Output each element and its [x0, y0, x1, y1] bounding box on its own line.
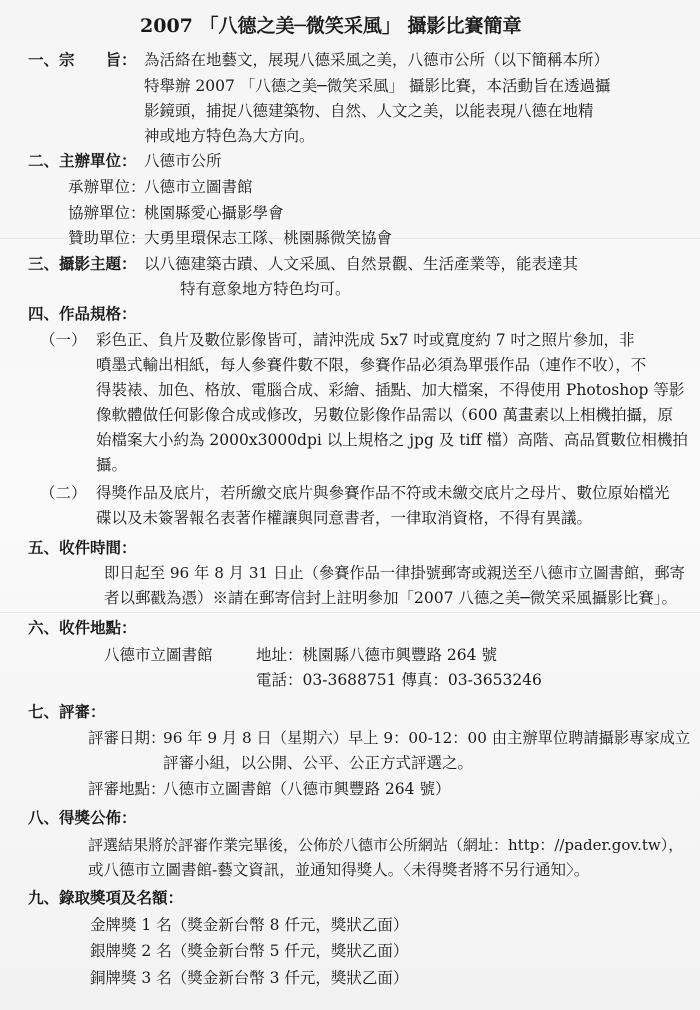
section-1-label: 一、宗 旨： [28, 50, 137, 69]
spec-line: 攝。 [96, 456, 128, 474]
deadline-line: 者以郵戳為憑）※請在郵寄信封上註明參加「2007 八德之美─微笑采風攝影比賽」。 [104, 589, 677, 607]
prize-silver: 銀牌獎 2 名（獎金新台幣 5 仟元，獎狀乙面） [90, 942, 409, 960]
item-1-marker: （一） [40, 331, 87, 349]
section-9-label: 九、錄取獎項及名額： [28, 888, 184, 907]
judging-place: 八德市立圖書館（八德市興豐路 264 號） [163, 780, 451, 798]
judging-date: 評審小組，以公開、公平、公正方式評選之。 [163, 754, 474, 772]
venue-address: 地址：桃園縣八德市興豐路 264 號 [256, 646, 497, 664]
spec-line: 始檔案大小約為 2000x3000dpi 以上規格之 jpg 及 tiff 檔）高階、高品質數位相機拍 [96, 431, 688, 449]
co-organizer-unit: 桃園縣愛心攝影學會 [144, 204, 284, 222]
section-7-label: 七、評審： [28, 702, 106, 721]
prize-gold: 金牌獎 1 名（獎金新台幣 8 仟元，獎狀乙面） [90, 916, 409, 934]
organizer-label: 承辦單位： [68, 178, 146, 196]
organizer-unit: 八德市立圖書館 [144, 178, 253, 196]
spec-line: 碟以及未簽署報名表著作權讓與同意書者，一律取消資格，不得有異議。 [96, 509, 593, 527]
judging-date: 96 年 9 月 8 日（星期六）早上 9：00-12：00 由主辦單位聘請攝影專家成立 [163, 729, 691, 747]
section-3-line: 特有意象地方特色均可。 [180, 280, 351, 298]
prize-bronze: 銅牌獎 3 名（獎金新台幣 3 仟元，獎狀乙面） [90, 969, 409, 987]
judging-date-label: 評審日期： [88, 729, 166, 747]
deadline-line: 即日起至 96 年 8 月 31 日止（參賽作品一律掛號郵寄或親送至八德市立圖書館，郵寄 [104, 564, 685, 582]
venue-phone-fax: 電話：03-3688751 傳真：03-3653246 [256, 671, 542, 689]
spec-line: 像軟體做任何影像合成或修改，另數位影像作品需以（600 萬畫素以上相機拍攝，原 [96, 406, 674, 424]
spec-line: 噴墨式輸出相紙，每人參賽件數不限，參賽作品必須為單張作品（連作不收），不 [96, 356, 647, 374]
judging-place-label: 評審地點： [88, 780, 166, 798]
host-unit: 八德市公所 [144, 152, 222, 170]
section-2-label: 二、主辦單位： [28, 151, 137, 170]
venue-name: 八德市立圖書館 [104, 646, 213, 664]
sponsor-unit: 大勇里環保志工隊、桃園縣微笑協會 [144, 229, 393, 247]
section-5-label: 五、收件時間： [28, 538, 137, 557]
spec-line: 彩色正、負片及數位影像皆可，請沖洗成 5x7 吋或寬度約 7 吋之照片參加，非 [96, 331, 635, 349]
section-1-line: 影鏡頭，捕捉八德建築物、自然、人文之美，以能表現八德在地精 [144, 102, 594, 120]
sponsor-label: 贊助單位： [68, 229, 146, 247]
announcement-line: 或八德市立圖書館-藝文資訊，並通知得獎人。〈未得獎者將不另行通知〉。 [88, 861, 590, 879]
section-3-line: 以八德建築古蹟、人文采風、自然景觀、生活產業等，能表達其 [144, 255, 579, 273]
announcement-line: 評選結果將於評審作業完畢後，公佈於八德市公所網站（網址：http：//pader.gov.tw）， [88, 836, 684, 854]
paper-fold-line [0, 612, 700, 613]
spec-line: 得獎作品及底片，若所繳交底片與參賽作品不符或未繳交底片之母片、數位原始檔光 [96, 484, 670, 502]
section-1-line: 為活絡在地藝文，展現八德采風之美，八德市公所（以下簡稱本所） [144, 51, 610, 69]
item-2-marker: （二） [40, 484, 87, 502]
document-title: 2007 「八德之美─微笑采風」 攝影比賽簡章 [140, 15, 522, 37]
spec-line: 得裝裱、加色、格放、電腦合成、彩繪、插點、加大檔案，不得使用 Photoshop 等影 [96, 381, 685, 399]
section-1-line: 特舉辦 2007 「八德之美─微笑采風」 攝影比賽，本活動旨在透過攝 [144, 77, 611, 95]
co-organizer-label: 協辦單位： [68, 204, 146, 222]
section-3-label: 三、攝影主題： [28, 254, 137, 273]
section-1-line: 神或地方特色為大方向。 [144, 127, 315, 145]
section-8-label: 八、得獎公佈： [28, 808, 137, 827]
section-6-label: 六、收件地點： [28, 618, 137, 637]
section-4-label: 四、作品規格： [28, 304, 137, 323]
